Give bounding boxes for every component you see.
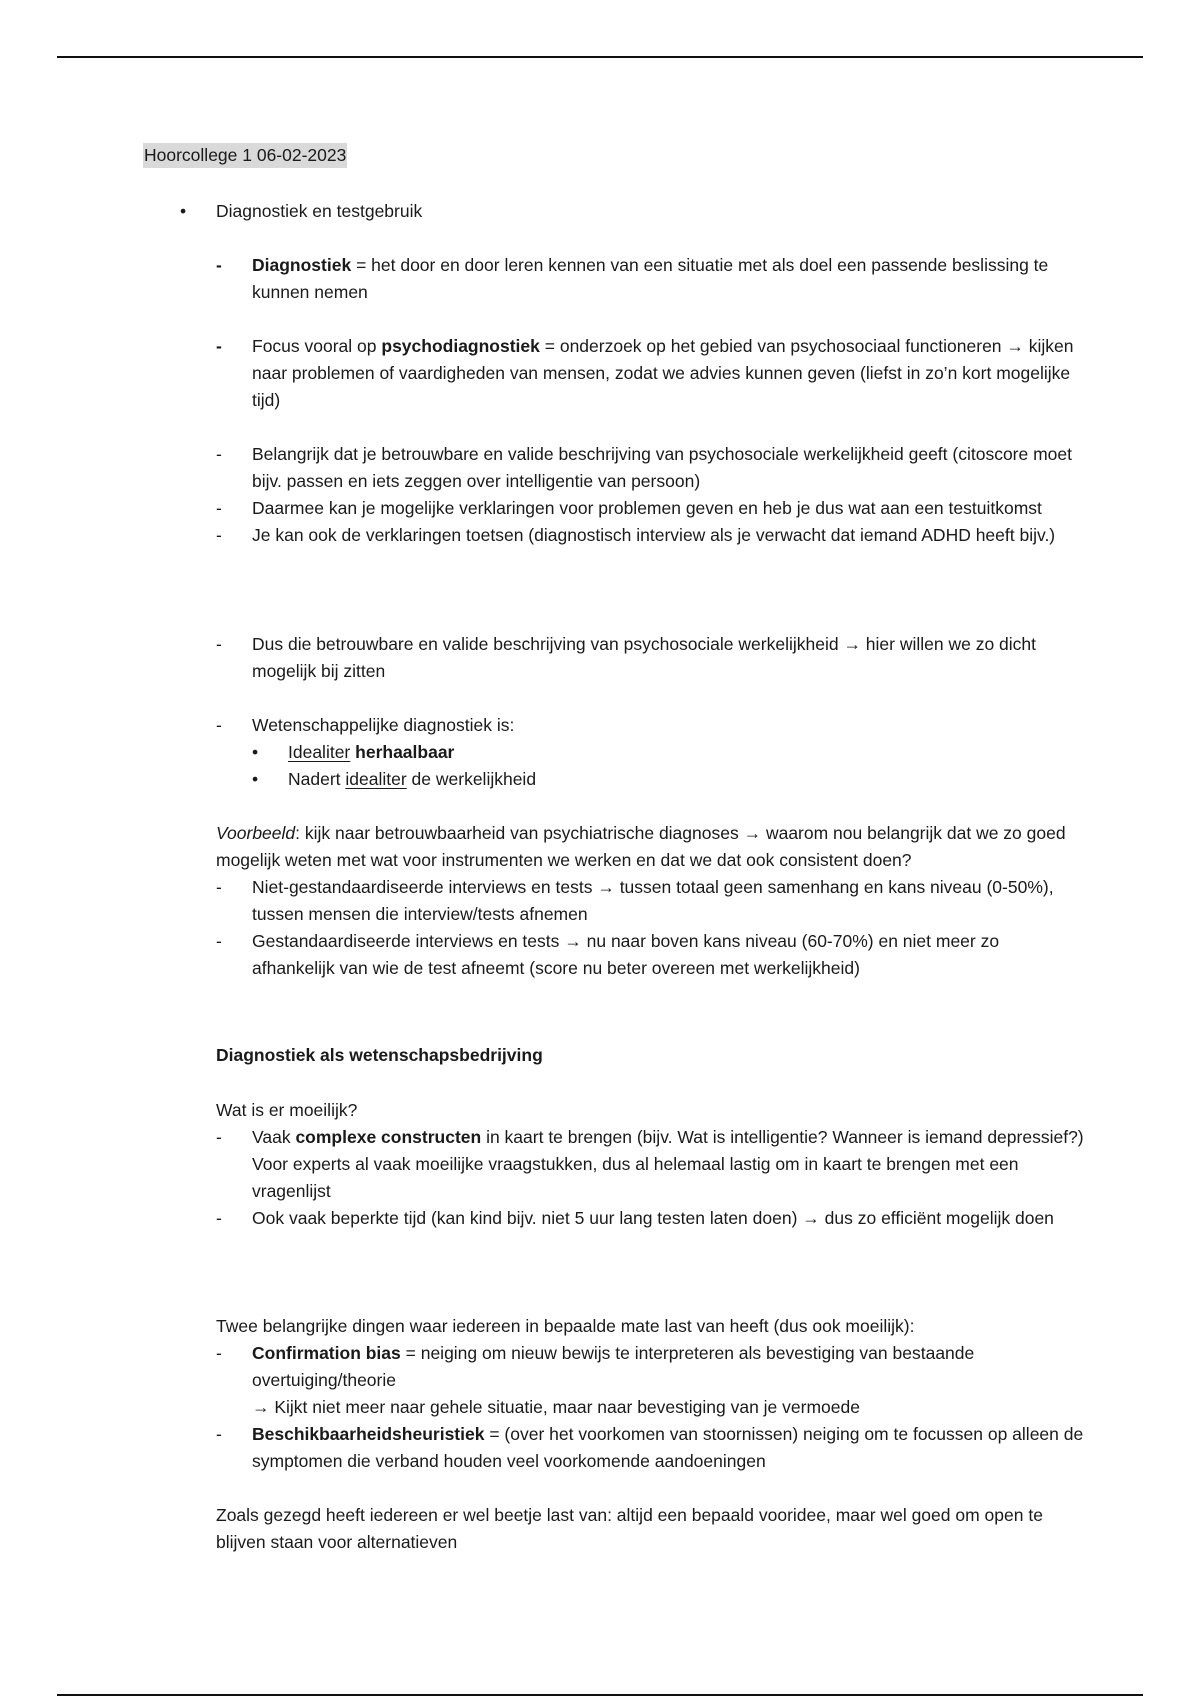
example-block (216, 820, 1086, 982)
list-item: - Beschikbaarheidsheuristiek = (over het voorkomen van stoornissen) neiging om te focussen op alleen de symptomen die verband houden veel voorkomende aandoeningen (216, 1424, 1084, 1471)
term: complexe constructen (295, 1127, 482, 1147)
dus-block (216, 631, 1086, 685)
bullet-symbol: • (180, 201, 187, 221)
list-item: - Vaak complexe constructen in kaart te brengen (bijv. Wat is intelligentie? Wanneer is iemand depressief?) Voor experts al vaak moeilijke vraagstukken, dus al helemaal lastig om in kaart te brengen met een vragenlijst (216, 1127, 1084, 1201)
arrow-icon: → (252, 1397, 270, 1417)
reliability-block (216, 441, 1086, 549)
difficulty-question: Wat is er moeilijk? (216, 1100, 358, 1120)
list-item: - Belangrijk dat je betrouwbare en valide beschrijving van psychosociale werkelijkheid geeft (citoscore moet bijv. passen en iets zeggen over intelligentie van persoon) (216, 444, 1073, 491)
term: Diagnostiek (252, 255, 352, 275)
term: psychodiagnostiek (381, 336, 540, 356)
list-item: - Focus vooral op psychodiagnostiek = onderzoek op het gebied van psychosociaal functioneren → kijken naar problemen of vaardigheden van mensen, zodat we advies kunnen geven (liefst in zo’n kort mogelijke tijd) (216, 336, 1074, 410)
focus-block (216, 333, 1086, 414)
example-label: Voorbeeld (216, 823, 296, 843)
page-title: Hoorcollege 1 06-02-2023 (143, 143, 347, 168)
footer-rule (57, 1694, 1143, 1696)
arrow-icon: → (564, 931, 582, 951)
topic-text: Diagnostiek en testgebruik (216, 201, 423, 221)
list-item: - Daarmee kan je mogelijke verklaringen voor problemen geven en heb je dus wat aan een testuitkomst (216, 498, 1042, 518)
arrow-icon: → (1006, 336, 1024, 356)
closing-paragraph: Zoals gezegd heeft iedereen er wel beetje last van: altijd een bepaald vooridee, maar wel goed om open te blijven staan voor alternatieven (216, 1505, 1043, 1552)
science-block (216, 712, 1086, 793)
section-heading-block (216, 1042, 1086, 1069)
header-rule (57, 56, 1143, 58)
sub-item: • Nadert idealiter de werkelijkheid (252, 769, 537, 789)
list-item: - Ook vaak beperkte tijd (kan kind bijv. niet 5 uur lang testen laten doen) → dus zo efficiënt mogelijk doen (216, 1208, 1054, 1228)
list-item: - Confirmation bias = neiging om nieuw bewijs te interpreteren als bevestiging van bestaande overtuiging/theorie → Kijkt niet meer naar gehele situatie, maar naar bevestiging van je vermoede (216, 1343, 975, 1417)
bias-block (216, 1313, 1086, 1475)
list-item: - Je kan ook de verklaringen toetsen (diagnostisch interview als je verwacht dat iemand ADHD heeft bijv.) (216, 525, 1056, 545)
list-item: - Wetenschappelijke diagnostiek is: (216, 715, 515, 735)
example-paragraph: Voorbeeld: kijk naar betrouwbaarheid van psychiatrische diagnoses → waarom nou belangrijk dat we zo goed mogelijk weten met wat voor instrumenten we werken en dat we dat ook consistent doen? (216, 823, 1066, 870)
bias-intro: Twee belangrijke dingen waar iedereen in bepaalde mate last van heeft (dus ook moeilijk): (216, 1316, 915, 1336)
difficulty-block (216, 1097, 1086, 1232)
list-item: - Gestandaardiseerde interviews en tests → nu naar boven kans niveau (60-70%) en niet meer zo afhankelijk van wie de test afneemt (score nu beter overeen met werkelijkheid) (216, 931, 1000, 978)
list-item: - Dus die betrouwbare en valide beschrijving van psychosociale werkelijkheid → hier willen we zo dicht mogelijk bij zitten (216, 634, 1037, 681)
definition-block (216, 252, 1086, 306)
list-item: - Diagnostiek = het door en door leren kennen van een situatie met als doel een passende beslissing te kunnen nemen (216, 255, 1049, 302)
term: Confirmation bias (252, 1343, 401, 1363)
section-heading: Diagnostiek als wetenschapsbedrijving (216, 1045, 543, 1065)
arrow-icon: → (843, 634, 861, 654)
sub-item: • Idealiter herhaalbaar (252, 742, 455, 762)
list-item: - Niet-gestandaardiseerde interviews en tests → tussen totaal geen samenhang en kans niveau (0-50%), tussen mensen die interview/tests afnemen (216, 877, 1054, 924)
arrow-icon: → (743, 823, 762, 843)
closing-block (216, 1502, 1086, 1556)
arrow-icon: → (802, 1208, 820, 1228)
arrow-icon: → (597, 877, 615, 897)
term: Beschikbaarheidsheuristiek (252, 1424, 485, 1444)
